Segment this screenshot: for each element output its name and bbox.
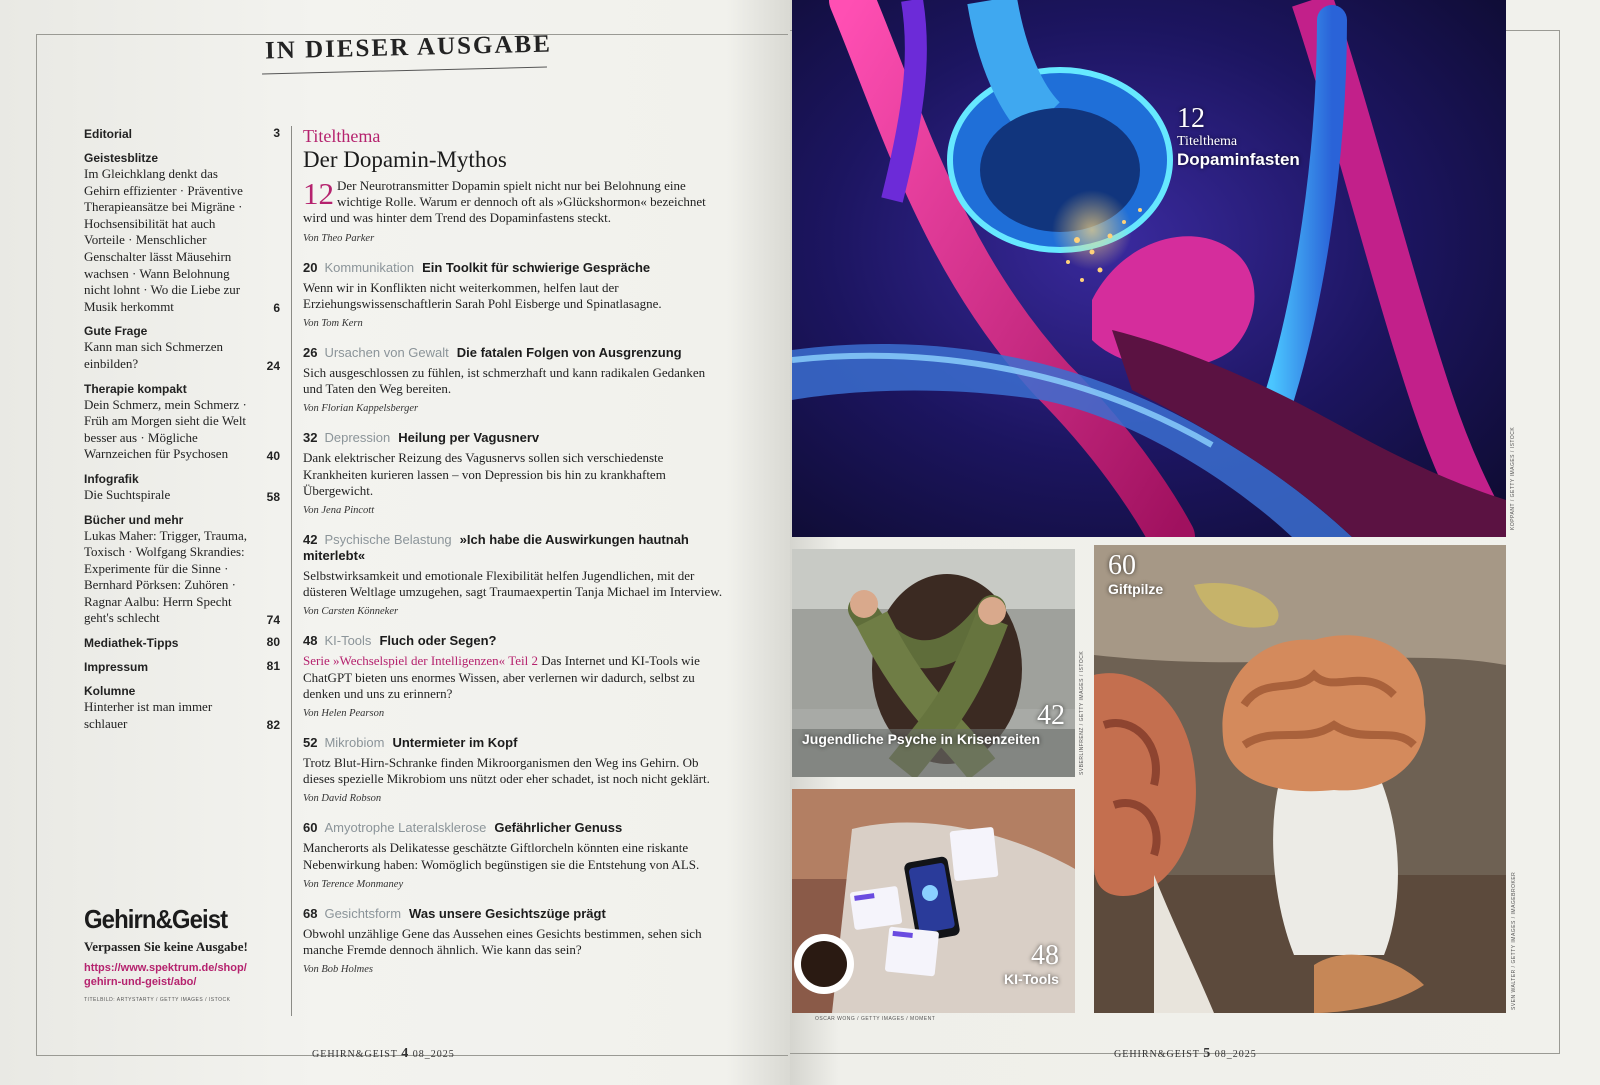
sidebar-entry-text: Im Gleichklang denkt das Gehirn effizienter · Präventive Therapieansätze bei Migräne · Hochsensibilität hat auch Vorteile · Menschlicher Genschalter lässt Mäusehirn wachsen · Wann Belohnung nicht lohnt · Wo die Liebe zur Musik herkommt xyxy=(84,166,243,314)
sidebar-entry-page: 40 xyxy=(266,448,280,463)
sidebar-entry-mediathek[interactable] xyxy=(84,635,282,651)
article-teaser: Mancherorts als Delikatesse geschätzte Giftlorcheln könnten eine riskante Nebenwirkung haben: Womöglich begünstigen sie die Entstehung von ALS. xyxy=(303,840,700,872)
sidebar-entry-text: Lukas Maher: Trigger, Trauma, Toxisch · Wolfgang Skrandies: Experimente für die Sinne · Bernhard Pörksen: Zuhören · Ragnar Aalbu: Herrn Specht geht's schlecht xyxy=(84,527,248,626)
article-entry[interactable] xyxy=(303,735,723,804)
article-category: Amyotrophe Lateralsklerose xyxy=(324,820,487,836)
article-entry[interactable] xyxy=(303,633,723,719)
subscription-link[interactable] xyxy=(84,961,284,989)
sidebar-entry-title: Infografik xyxy=(84,471,139,486)
sidebar-entry-kolumne[interactable] xyxy=(84,683,282,732)
article-entry[interactable] xyxy=(303,906,723,975)
image-title: KI-Tools xyxy=(1004,971,1059,987)
ai-tools-image-credit: OSCAR WONG / GETTY IMAGES / MOMENT xyxy=(815,1016,936,1022)
image-title: Dopaminfasten xyxy=(1177,150,1300,169)
article-title: Heilung per Vagusnerv xyxy=(398,430,540,446)
issue-heading: IN DIESER AUSGABE xyxy=(264,30,553,65)
mushroom-image-label xyxy=(1108,551,1163,597)
article-entry[interactable] xyxy=(303,820,723,889)
cover-story-author: Von Theo Parker xyxy=(303,232,375,244)
sidebar-entry-infografik[interactable] xyxy=(84,471,282,504)
article-author: Von Florian Kappelsberger xyxy=(303,403,419,415)
article-category: Depression xyxy=(324,430,391,446)
article-author: Von Jena Pincott xyxy=(303,505,375,517)
article-heading xyxy=(303,345,723,361)
article-teaser: Obwohl unzählige Gene das Aussehen eines Gesichts bestimmen, sehen sich manche Fremde dennoch ähnlich. Wie kann das sein? xyxy=(303,925,702,958)
sidebar-entry-page: 6 xyxy=(273,301,280,316)
article-heading xyxy=(303,735,723,751)
article-series: Serie »Wechselspiel der Intelligenzen« Teil 2 xyxy=(303,653,538,669)
folio-right xyxy=(1114,1046,1257,1062)
teen-image-label xyxy=(802,701,1075,747)
article-title: Was unsere Gesichtszüge prägt xyxy=(409,905,606,921)
article-category: Ursachen von Gewalt xyxy=(324,345,449,361)
article-category: Mikrobiom xyxy=(324,735,385,751)
contents-main-column xyxy=(303,126,723,975)
article-entry[interactable] xyxy=(303,532,723,617)
folio-left xyxy=(312,1046,455,1062)
article-heading xyxy=(303,532,723,564)
folio-brand: GEHIRN&GEIST xyxy=(1114,1049,1200,1060)
cover-story-title: Der Dopamin-Mythos xyxy=(303,147,507,172)
subscription-link-line1: https://www.spektrum.de/shop/ xyxy=(84,962,247,974)
article-category: Kommunikation xyxy=(324,259,415,275)
ai-tools-image[interactable] xyxy=(792,789,1075,1013)
article-teaser-text: Das Internet und KI-Tools wie ChatGPT bieten uns enormes Wissen, aber verlernen wir dadurch, selbst zu denken und uns zu erinnern? xyxy=(303,653,700,701)
article-author: Von Bob Holmes xyxy=(303,964,373,976)
mushroom-image[interactable] xyxy=(1094,545,1506,1013)
subscription-link-line2: gehirn-und-geist/abo/ xyxy=(84,976,197,988)
cover-story-teaser xyxy=(303,178,723,227)
article-category: Psychische Belastung xyxy=(324,532,452,548)
folio-issue: 08_2025 xyxy=(412,1049,455,1060)
image-kicker: Titelthema xyxy=(1177,134,1238,149)
sidebar-entry-therapie-kompakt[interactable] xyxy=(84,381,282,463)
article-page: 26 xyxy=(303,345,318,361)
image-page-number: 12 xyxy=(1177,103,1205,134)
sidebar-entry-page: 58 xyxy=(266,489,280,504)
sidebar-entry-text: Die Suchtspirale xyxy=(84,486,171,502)
image-page-number: 42 xyxy=(1037,700,1065,731)
article-heading xyxy=(303,260,723,276)
sidebar-entry-title: Mediathek-Tipps xyxy=(84,636,179,651)
article-title: »Ich habe die Auswirkungen hautnah miterlebt« xyxy=(303,532,689,564)
teen-image-credit: SVBERLINFRENZ / GETTY IMAGES / ISTOCK xyxy=(1079,650,1085,775)
sidebar-entry-page: 74 xyxy=(266,613,280,628)
image-title: Jugendliche Psyche in Krisenzeiten xyxy=(802,731,1041,747)
article-teaser: Dank elektrischer Reizung des Vagusnervs sollen sich verschiedenste Krankheiten kurieren lassen – von Depression bis hin zu krankhaftem Übergewicht. xyxy=(303,450,666,498)
sidebar-entry-gute-frage[interactable] xyxy=(84,323,282,372)
sidebar-entry-geistesblitze[interactable] xyxy=(84,150,282,315)
neuron-image-label xyxy=(1177,104,1300,170)
magazine-logo: Gehirn&Geist xyxy=(84,904,228,934)
article-heading xyxy=(303,906,723,922)
article-teaser: Trotz Blut-Hirn-Schranke finden Mikroorganismen den Weg ins Gehirn. Ob dieses spezielle Mikrobiom uns nützt oder eher schadet, ist noch nicht geklärt. xyxy=(303,755,710,787)
article-page: 48 xyxy=(303,633,318,649)
sidebar-entry-buecher[interactable] xyxy=(84,512,282,628)
article-teaser xyxy=(303,653,723,702)
neuron-image-credit: KOPPANT / GETTY IMAGES / ISTOCK xyxy=(1510,426,1516,530)
article-author: Von Tom Kern xyxy=(303,318,363,330)
article-heading xyxy=(303,430,723,446)
article-title: Ein Toolkit für schwierige Gespräche xyxy=(422,259,651,275)
folio-issue: 08_2025 xyxy=(1214,1049,1257,1060)
article-page: 52 xyxy=(303,735,318,751)
cover-story[interactable] xyxy=(303,126,723,244)
sidebar-entry-title: Gute Frage xyxy=(84,324,148,339)
sidebar-contents xyxy=(84,126,282,740)
mushroom-photo xyxy=(1094,545,1506,1013)
article-title: Die fatalen Folgen von Ausgrenzung xyxy=(456,345,682,361)
article-page: 32 xyxy=(303,430,318,446)
article-heading xyxy=(303,633,723,649)
sidebar-entry-page: 82 xyxy=(266,718,280,733)
teen-image[interactable] xyxy=(792,549,1075,777)
image-page-number: 60 xyxy=(1108,550,1136,581)
neuron-illustration xyxy=(792,0,1506,537)
article-page: 20 xyxy=(303,259,318,275)
article-author: Von Carsten Könneker xyxy=(303,606,399,618)
sidebar-entry-text: Kann man sich Schmerzen einbilden? xyxy=(84,339,223,371)
article-author: Von David Robson xyxy=(303,793,382,805)
article-title: Gefährlicher Genuss xyxy=(494,820,623,836)
sidebar-entry-title: Therapie kompakt xyxy=(84,381,187,396)
article-author: Von Terence Monmaney xyxy=(303,878,404,890)
folio-page-number: 5 xyxy=(1203,1046,1212,1061)
image-page-number: 48 xyxy=(1030,940,1059,971)
article-teaser: Wenn wir in Konflikten nicht weiterkommen, helfen laut der Erziehungswissenschaftlerin Sarah Pohl Eisberge und Spinatlasagne. xyxy=(303,279,662,311)
article-page: 60 xyxy=(303,820,318,836)
sidebar-entry-page: 80 xyxy=(266,635,280,650)
article-title: Untermieter im Kopf xyxy=(392,735,518,751)
article-author: Von Helen Pearson xyxy=(303,708,385,720)
folio-page-number: 4 xyxy=(401,1046,410,1061)
column-divider xyxy=(291,126,292,1016)
sidebar-entry-title: Bücher und mehr xyxy=(84,512,184,527)
article-category: KI-Tools xyxy=(324,633,372,649)
neuron-image[interactable] xyxy=(792,0,1506,537)
image-title: Giftpilze xyxy=(1108,581,1164,597)
article-teaser: Sich ausgeschlossen zu fühlen, ist schmerzhaft und kann radikalen Gedanken und Taten den Weg bereiten. xyxy=(303,365,706,397)
folio-brand: GEHIRN&GEIST xyxy=(312,1049,398,1060)
article-teaser: Selbstwirksamkeit und emotionale Flexibilität helfen Jugendlichen, mit der düsteren Weltlage umzugehen, sagt Traumaexpertin Tanja Michael im Interview. xyxy=(303,568,723,600)
article-page: 42 xyxy=(303,532,318,548)
ad-tagline: Verpassen Sie keine Ausgabe! xyxy=(84,939,248,954)
subscription-ad xyxy=(84,904,284,1003)
sidebar-entry-text: Dein Schmerz, mein Schmerz · Früh am Morgen sieht die Welt besser aus · Mögliche Warnzeichen für Psychosen xyxy=(84,396,247,462)
sidebar-entry-title: Editorial xyxy=(84,127,133,141)
article-page: 68 xyxy=(303,905,318,921)
article-entry[interactable] xyxy=(303,260,723,329)
ai-tools-image-label xyxy=(1004,941,1059,987)
article-title: Fluch oder Segen? xyxy=(379,633,497,649)
cover-image-credit: TITELBILD: ARTYSTARTY / GETTY IMAGES / ISTOCK xyxy=(84,997,231,1003)
sidebar-entry-page: 24 xyxy=(266,358,280,373)
article-category: Gesichtsform xyxy=(324,905,402,921)
sidebar-entry-text: Hinterher ist man immer schlauer xyxy=(84,699,213,731)
sidebar-entry-title: Impressum xyxy=(84,660,149,675)
sidebar-entry-page: 3 xyxy=(273,126,280,140)
article-heading xyxy=(303,820,723,836)
cover-story-body: Der Neurotransmitter Dopamin spielt nicht nur bei Belohnung eine wichtige Rolle. Warum er dennoch oft als »Glückshormon« bezeichnet wird und was hinter dem Trend des Dopaminfastens steckt. xyxy=(303,178,706,226)
article-entry[interactable] xyxy=(303,345,723,414)
sidebar-entry-title: Kolumne xyxy=(84,684,136,699)
mushroom-image-credit: SVEN WALTER / GETTY IMAGES / IMAGEBROKER xyxy=(1511,871,1517,1010)
cover-story-page: 12 xyxy=(303,176,334,211)
cover-story-kicker: Titelthema xyxy=(303,126,381,146)
article-entry[interactable] xyxy=(303,430,723,516)
sidebar-entry-editorial[interactable] xyxy=(84,126,282,142)
sidebar-entry-page: 81 xyxy=(266,659,280,674)
sidebar-entry-impressum[interactable] xyxy=(84,659,282,675)
sidebar-entry-title: Geistesblitze xyxy=(84,151,159,165)
